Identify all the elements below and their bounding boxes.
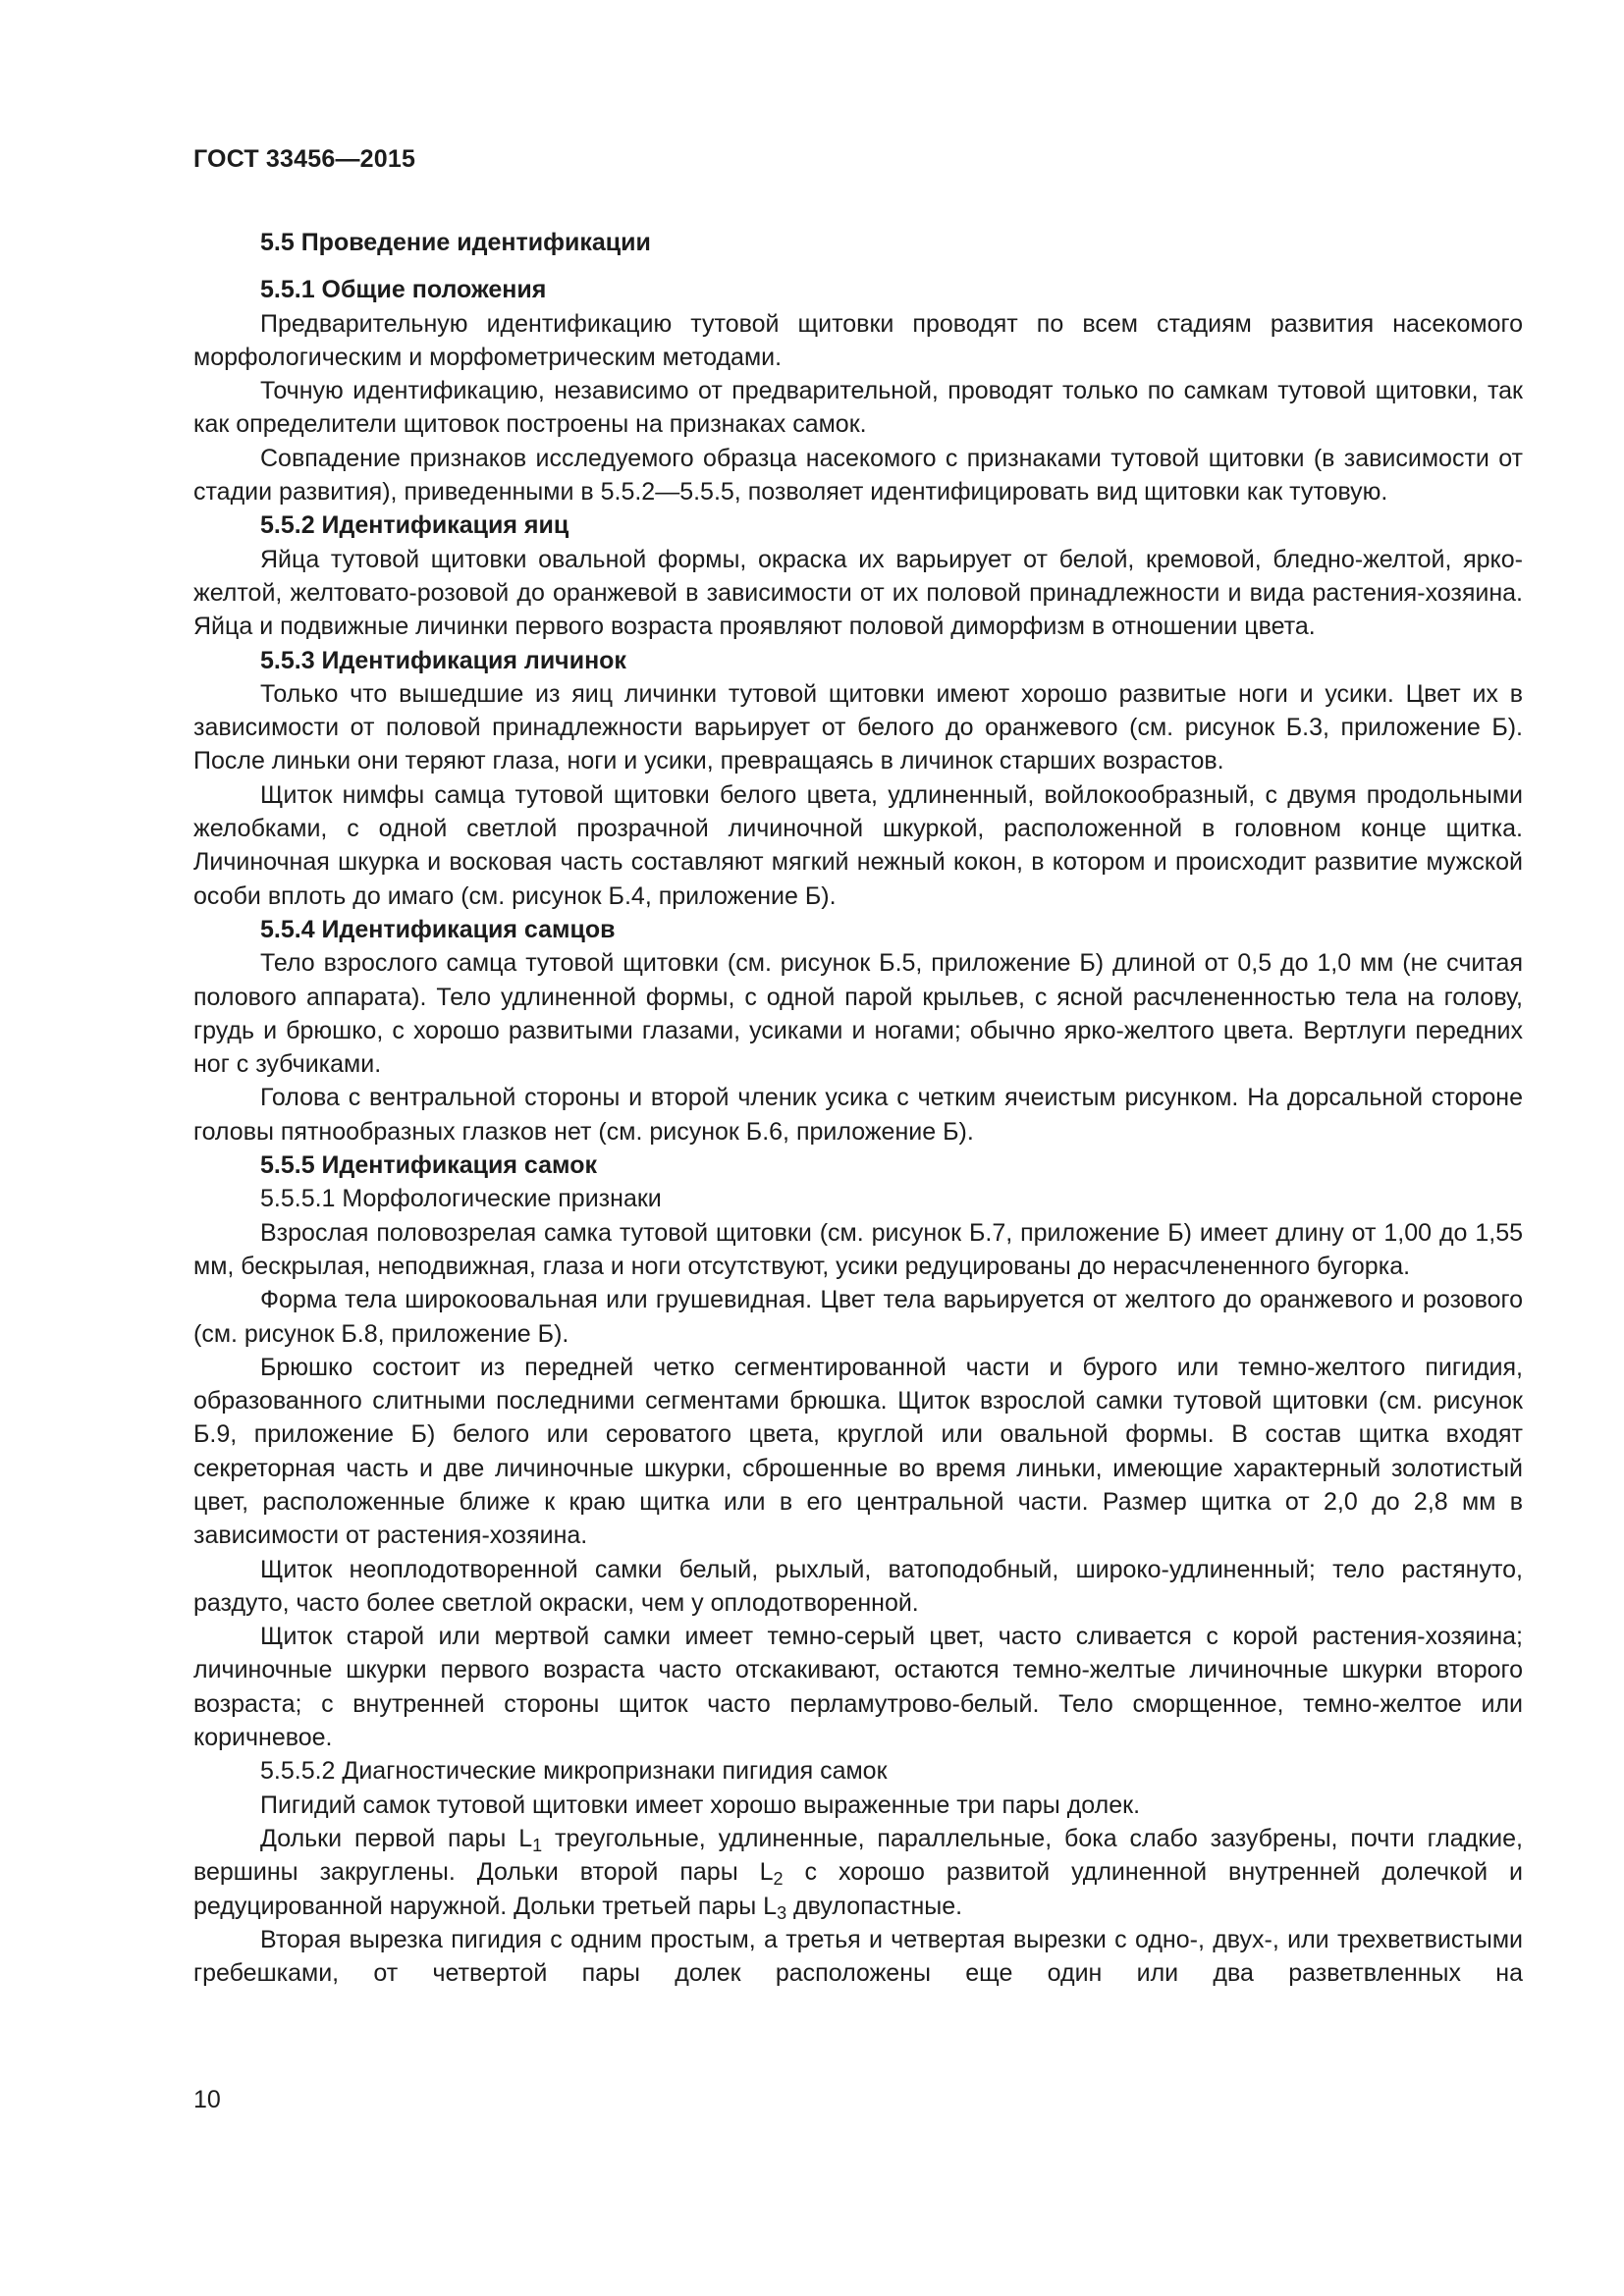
paragraph: Взрослая половозрелая самка тутовой щитовки (см. рисунок Б.7, приложение Б) имеет длину от 1,00 до 1,55 мм, бескрылая, неподвижная, глаза и ноги отсутствуют, усики редуцированы до нерасчлененного бугорка.	[193, 1218, 1523, 1280]
section-heading: 5.5.4 Идентификация самцов	[260, 915, 616, 943]
section-heading: 5.5.2 Идентификация яиц	[260, 511, 569, 540]
section-heading: 5.5.1 Общие положения	[260, 276, 547, 304]
page-number: 10	[193, 2086, 221, 2113]
paragraph: Предварительную идентификацию тутовой щитовки проводят по всем стадиям развития насекомого морфологическим и морфометрическим методами.	[193, 309, 1523, 371]
paragraph: Щиток неоплодотворенной самки белый, рыхлый, ватоподобный, широко-удлиненный; тело растянуто, раздуто, часто более светлой окраски, чем у оплодотворенной.	[193, 1555, 1523, 1617]
paragraph: Только что вышедшие из яиц личинки тутовой щитовки имеют хорошо развитые ноги и усики. Цвет их в зависимости от половой принадлежности варьирует от белого до оранжевого (см. рисунок Б.3, приложение Б). После линьки они теряют глаза, ноги и усики, превращаясь в личинок старших возрастов.	[193, 679, 1523, 775]
paragraph: Брюшко состоит из передней четко сегментированной части и бурого или темно-желтого пигидия, образованного слитными последними сегментами брюшка. Щиток взрослой самки тутовой щитовки (см. рисунок Б.9, приложение Б) белого или сероватого цвета, круглой или овальной формы. В состав щитка входят секреторная часть и две личиночные шкурки, сброшенные во время линьки, имеющие характерный золотистый цвет, расположенные ближе к краю щитка или в его центральной части. Размер щитка от 2,0 до 2,8 мм в зависимости от растения-хозяина.	[193, 1353, 1523, 1550]
paragraph: Пигидий самок тутовой щитовки имеет хорошо выраженные три пары долек.	[260, 1790, 1141, 1819]
page-header: ГОСТ 33456—2015	[193, 145, 416, 173]
paragraph: Вторая вырезка пигидия с одним простым, а третья и четвертая вырезки с одно-, двух-, или трехветвистыми гребешками, от четвертой пары долек расположены еще один или два разветвленных на	[193, 1925, 1523, 1988]
paragraph-lobes: Дольки первой пары $L_1$ треугольные, удлиненные, параллельные, бока слабо зазубрены, почти гладкие, вершины закруглены. Дольки второй пары $L_2$ с хорошо развитой удлиненной внутренней долечкой и редуцированной наружной. Дольки третьей пары $L_3$ двулопастные.	[193, 1824, 1523, 1923]
section-heading: 5.5.5 Идентификация самок	[260, 1151, 597, 1180]
paragraph: Точную идентификацию, независимо от предварительной, проводят только по самкам тутовой щитовки, так как определители щитовок построены на признаках самок.	[193, 377, 1523, 439]
paragraph: Совпадение признаков исследуемого образца насекомого с признаками тутовой щитовки (в зависимости от стадии развития), приведенными в 5.5.2—5.5.5, позволяет идентифицировать вид щитовки как тутовую.	[193, 444, 1523, 507]
section-heading: 5.5.3 Идентификация личинок	[260, 646, 626, 674]
subsection-heading: 5.5.5.1 Морфологические признаки	[260, 1185, 662, 1213]
paragraph: Голова с вентральной стороны и второй членик усика с четким ячеистым рисунком. На дорсальной стороне головы пятнообразных глазков нет (см. рисунок Б.6, приложение Б).	[193, 1084, 1523, 1146]
document-body	[193, 226, 1523, 1990]
subsection-heading: 5.5.5.2 Диагностические микропризнаки пигидия самок	[260, 1757, 888, 1786]
paragraph: Тело взрослого самца тутовой щитовки (см. рисунок Б.5, приложение Б) длиной от 0,5 до 1,0 мм (не считая полового аппарата). Тело удлиненной формы, с одной парой крыльев, с ясной расчлененностью тела на голову, грудь и брюшко, с хорошо развитыми глазами, усиками и ногами; обычно ярко-желтого цвета. Вертлуги передних ног с зубчиками.	[193, 949, 1523, 1079]
paragraph: Форма тела широкоовальная или грушевидная. Цвет тела варьируется от желтого до оранжевого и розового (см. рисунок Б.8, приложение Б).	[193, 1286, 1523, 1348]
paragraph: Щиток нимфы самца тутовой щитовки белого цвета, удлиненный, войлокообразный, с двумя продольными желобками, с одной светлой прозрачной личиночной шкуркой, расположенной в головном конце щитка. Личиночная шкурка и восковая часть составляют мягкий нежный кокон, в котором и происходит развитие мужской особи вплоть до имаго (см. рисунок Б.4, приложение Б).	[193, 780, 1523, 910]
section-heading: 5.5 Проведение идентификации	[260, 229, 651, 256]
paragraph: Яйца тутовой щитовки овальной формы, окраска их варьирует от белой, кремовой, бледно-желтой, ярко-желтой, желтовато-розовой до оранжевой в зависимости от их половой принадлежности и вида растения-хозяина. Яйца и подвижные личинки первого возраста проявляют половой диморфизм в отношении цвета.	[193, 545, 1523, 641]
paragraph: Щиток старой или мертвой самки имеет темно-серый цвет, часто сливается с корой растения-хозяина; личиночные шкурки первого возраста часто отскакивают, остаются темно-желтые личиночные шкурки второго возраста; с внутренней стороны щиток часто перламутрово-белый. Тело сморщенное, темно-желтое или коричневое.	[193, 1623, 1523, 1752]
